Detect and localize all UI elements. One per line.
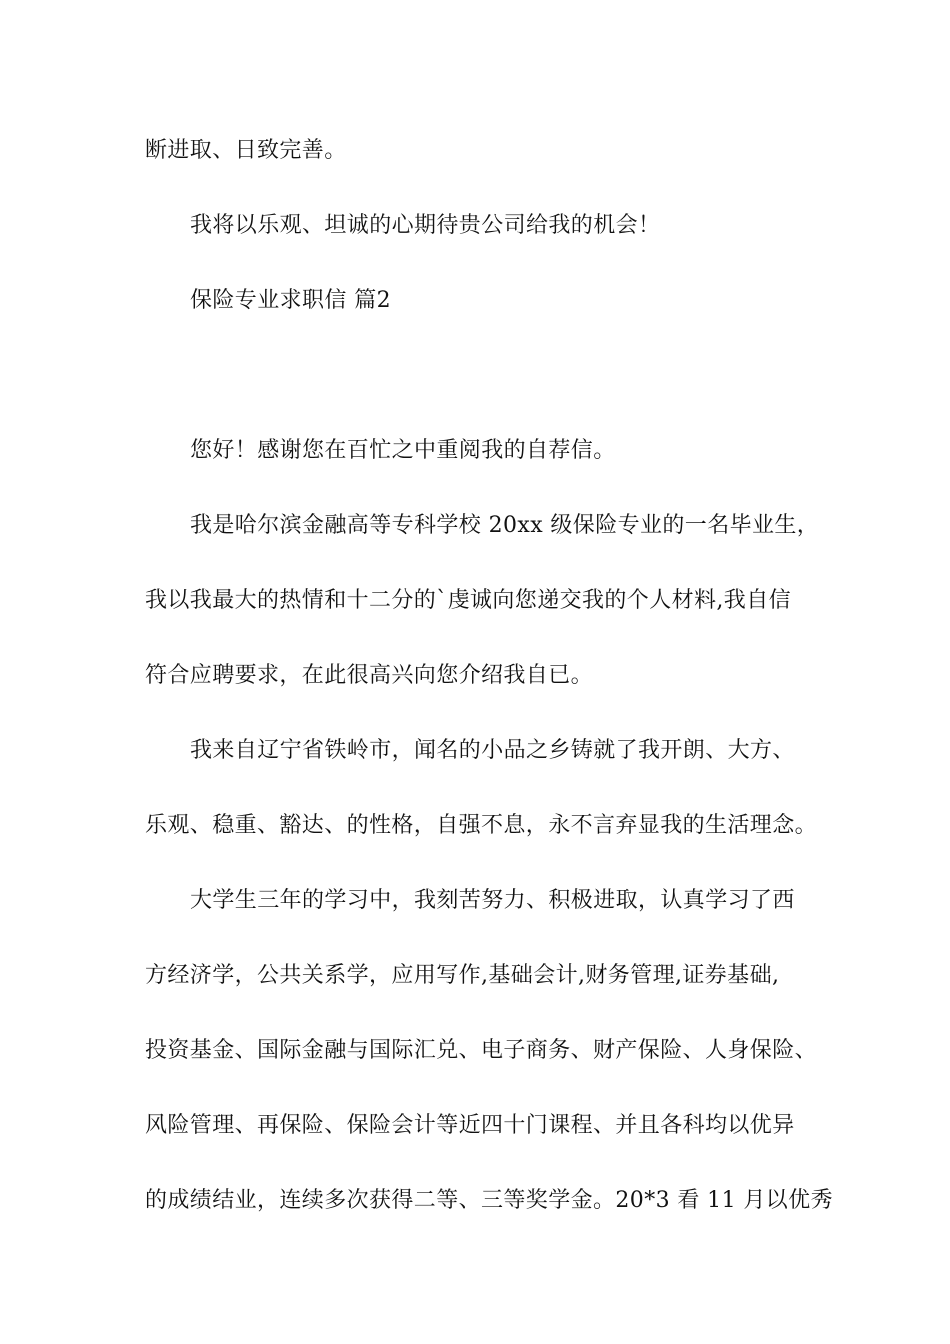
paragraph-line: 投资基金、国际金融与国际汇兑、电子商务、财产保险、人身保险、 xyxy=(145,1038,818,1063)
paragraph-line: 方经济学，公共关系学，应用写作,基础会计,财务管理,证券基础, xyxy=(145,963,780,988)
section-heading: 保险专业求职信 篇2 xyxy=(190,288,391,313)
paragraph-line: 风险管理、再保险、保险会计等近四十门课程、并且各科均以优异 xyxy=(145,1113,795,1138)
paragraph-line: 乐观、稳重、豁达、的性格，自强不息，永不言弃显我的生活理念。 xyxy=(145,813,818,838)
paragraph-line: 我以我最大的热情和十二分的`虔诚向您递交我的个人材料,我自信 xyxy=(145,588,791,613)
paragraph-line: 我来自辽宁省铁岭市，闻名的小品之乡铸就了我开朗、大方、 xyxy=(190,738,795,763)
greeting-line: 您好！感谢您在百忙之中重阅我的自荐信。 xyxy=(190,438,616,463)
paragraph-line: 的成绩结业，连续多次获得二等、三等奖学金。20*3 看 11 月以优秀 xyxy=(145,1188,833,1213)
paragraph-line: 我是哈尔滨金融高等专科学校 20xx 级保险专业的一名毕业生， xyxy=(190,513,820,538)
paragraph-line: 断进取、日致完善。 xyxy=(145,138,347,163)
paragraph-line: 我将以乐观、坦诚的心期待贵公司给我的机会！ xyxy=(190,213,661,238)
paragraph-line: 大学生三年的学习中，我刻苦努力、积极进取，认真学习了西 xyxy=(190,888,795,913)
paragraph-line: 符合应聘要求，在此很高兴向您介绍我自已。 xyxy=(145,663,594,688)
